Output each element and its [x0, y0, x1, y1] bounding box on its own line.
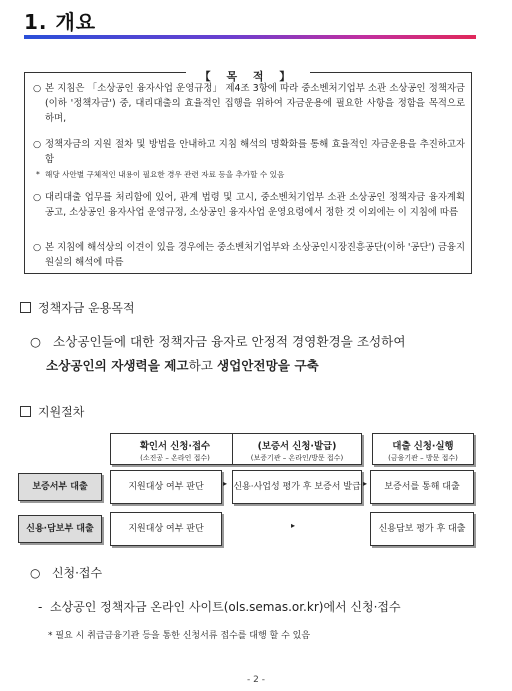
stage-subtitle: (보증기관 – 온라인/방문 접수) [250, 454, 344, 462]
purpose-text: 정책자금의 지원 절차 및 방법을 안내하고 지침 해석의 명확화를 통해 효율적인 자금운용을 추진하고자 함 [45, 139, 465, 165]
dash-marker: - [38, 600, 43, 614]
apply-detail [38, 598, 401, 615]
square-bullet-icon [20, 302, 31, 313]
section-title: 정책자금 운용목적 [38, 301, 135, 315]
purpose-note [36, 169, 468, 181]
process-cell: 신용·사업성 평가 후 보증서 발급 [232, 470, 362, 504]
section-heading [20, 403, 84, 420]
bullet-marker: ○ [33, 83, 42, 94]
purpose-item [33, 81, 465, 126]
purpose-item [33, 137, 465, 167]
purpose-text: 본 지침에 해석상의 이견이 있을 경우에는 중소벤처기업부와 소상공인시장진흥공단(이하 '공단') 금융지원실의 해석에 따름 [45, 242, 465, 268]
stage-subtitle: (소진공 – 온라인 접수) [140, 454, 210, 462]
process-cell: 보증서를 통해 대출 [370, 470, 474, 504]
arrow-right-icon: ▸ [223, 479, 228, 488]
arrow-right-icon: ▸ [363, 479, 368, 488]
circle-bullet: ○ [30, 566, 41, 580]
row-label: 보증서부 대출 [18, 473, 102, 501]
heading-underline [24, 35, 476, 39]
apply-title: 신청·접수 [51, 566, 103, 580]
circle-bullet: ○ [30, 334, 41, 349]
page-heading: 1. 개요 [24, 10, 97, 34]
bullet-marker: ○ [33, 192, 42, 203]
purpose-statement-line2 [46, 354, 319, 378]
section-title: 지원절차 [38, 405, 85, 419]
stage-header [232, 433, 362, 465]
apply-heading [30, 564, 102, 581]
section-heading [20, 299, 135, 316]
stage-title: (보증서 신청·발급) [257, 441, 337, 452]
bullet-marker: ○ [33, 242, 42, 253]
purpose-item [33, 240, 465, 270]
note-marker: * [36, 170, 40, 179]
purpose-statement-line1 [30, 330, 406, 354]
purpose-box [24, 72, 472, 274]
bullet-marker: ○ [33, 139, 42, 150]
apply-note: * 필요 시 취급금융기관 등을 통한 신청서류 접수를 대행 할 수 있음 [48, 631, 311, 641]
statement-text: 하고 [188, 358, 217, 373]
process-cell: 신용담보 평가 후 대출 [370, 512, 474, 546]
emphasis-text: 소상공인의 자생력을 제고 [46, 358, 189, 373]
stage-title: 확인서 신청·접수 [139, 441, 211, 452]
square-bullet-icon [20, 406, 31, 417]
stage-header [372, 433, 474, 465]
process-cell: 지원대상 여부 판단 [110, 470, 222, 504]
process-cell: 지원대상 여부 판단 [110, 512, 222, 546]
stage-subtitle: (금융기관 – 방문 접수) [388, 454, 458, 462]
purpose-text: 대리대출 업무를 처리함에 있어, 관계 법령 및 고시, 중소벤처기업부 소관 소상공인 정책자금 융자계획 공고, 소상공인 융자사업 운영규정, 소상공인 융자사업 운영요령에서 정한 것 이외에는 이 지침에 따름 [45, 192, 465, 218]
statement-text: 소상공인들에 대한 정책자금 융자로 안정적 경영환경을 조성하여 [53, 334, 406, 349]
stage-header [110, 433, 240, 465]
apply-text: 소상공인 정책자금 온라인 사이트(ols.semas.or.kr)에서 신청·접수 [49, 600, 401, 614]
arrow-right-icon: ▸ [291, 521, 296, 530]
page-number: - 2 - [247, 675, 265, 685]
row-label: 신용·담보부 대출 [18, 515, 102, 543]
purpose-text: 본 지침은 「소상공인 융자사업 운영규정」 제4조 3항에 따라 중소벤처기업부 소관 소상공인 정책자금(이하 '정책자금') 중, 대리대출의 효율적인 집행을 위하여 자금운용에 필요한 사항을 정함을 목적으로 하며, [45, 83, 465, 124]
emphasis-text: 생업안전망을 구축 [216, 358, 319, 373]
stage-title: 대출 신청·실행 [392, 441, 454, 452]
purpose-item [33, 190, 465, 220]
purpose-box-title: 【 목 적 】 [186, 70, 311, 83]
note-text: 해당 사안별 구체적인 내용이 필요한 경우 관련 자료 등을 추가할 수 있음 [45, 170, 285, 179]
